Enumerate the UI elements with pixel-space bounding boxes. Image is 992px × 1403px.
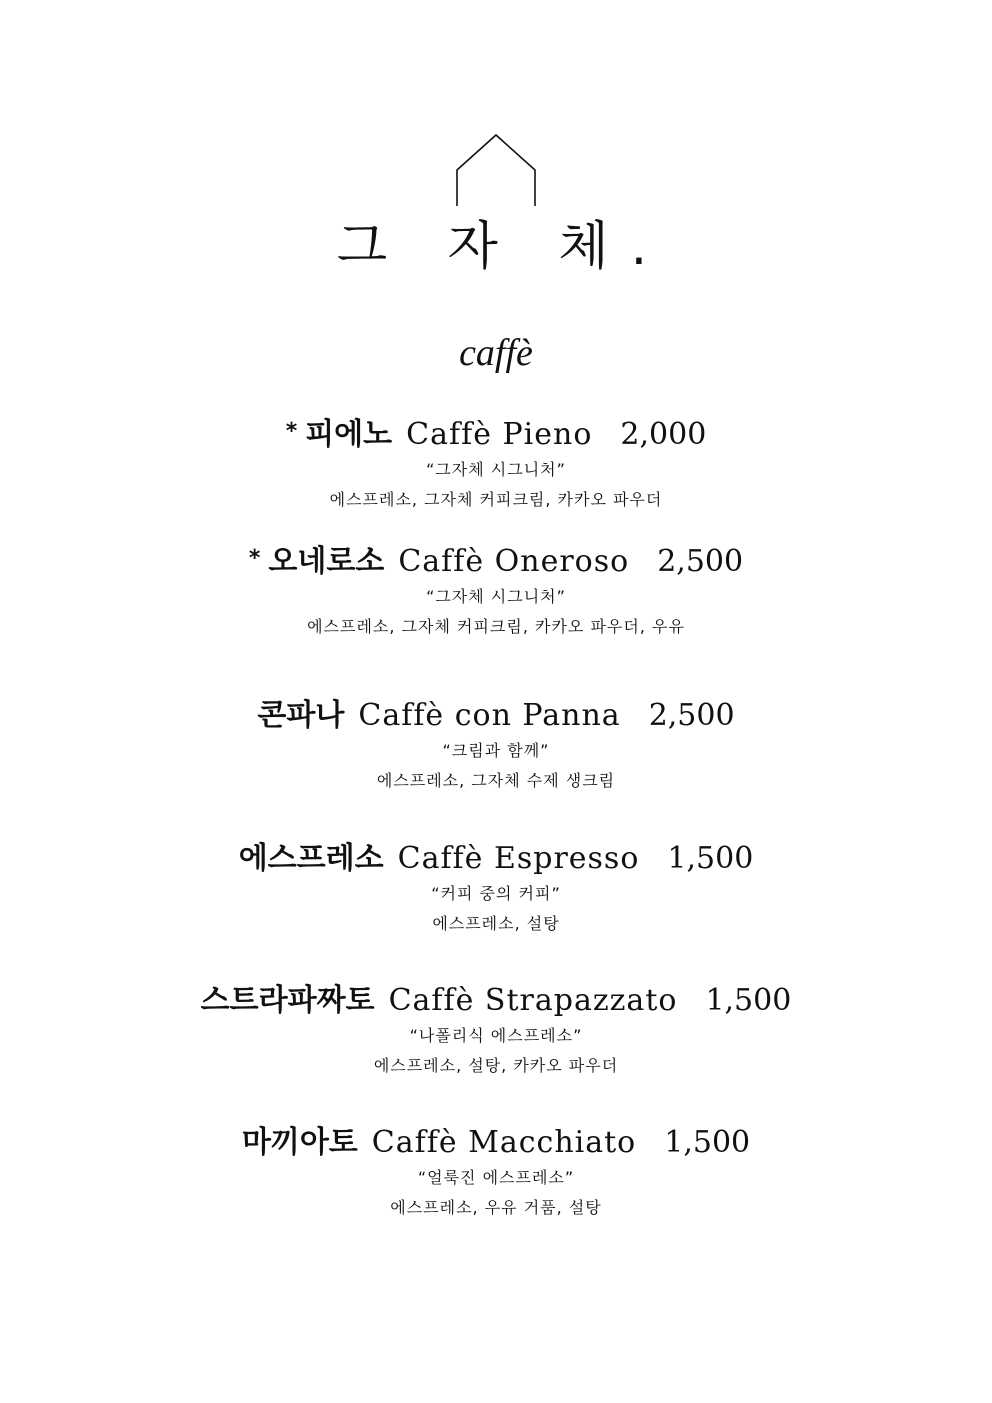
item-price: 2,500	[657, 544, 744, 579]
item-price: 2,000	[620, 417, 707, 452]
item-heading	[0, 839, 992, 879]
item-name-ko: 마끼아토	[241, 1125, 358, 1160]
house-outline-icon	[454, 130, 538, 210]
item-name-en: Caffè Pieno	[406, 417, 593, 452]
signature-star: *	[285, 419, 298, 444]
item-heading	[0, 981, 992, 1021]
section-title: caffè	[459, 332, 533, 374]
item-name-ko: 스트라파짜토	[200, 983, 375, 1018]
brand-logo	[0, 130, 992, 210]
item-description: 에스프레소, 우유 거품, 설탕	[390, 1198, 602, 1217]
item-tagline: “크림과 함께”	[442, 741, 550, 760]
item-name-ko: 에스프레소	[238, 841, 384, 876]
item-heading	[0, 696, 992, 736]
item-name-ko: 오네로소	[268, 544, 385, 579]
item-heading	[0, 1123, 992, 1163]
item-tagline: “커피 중의 커피”	[431, 884, 561, 903]
item-tagline: “그자체 시그니처”	[426, 587, 566, 606]
item-tagline: “그자체 시그니처”	[426, 460, 566, 479]
item-price: 1,500	[705, 983, 792, 1018]
item-heading	[0, 412, 992, 455]
brand-title: 그 자 체.	[336, 217, 670, 277]
signature-star: *	[248, 546, 261, 571]
item-price: 1,500	[667, 841, 754, 876]
item-name-ko: 피에노	[305, 417, 393, 452]
item-description: 에스프레소, 그자체 커피크림, 카카오 파우더	[329, 490, 663, 509]
item-name-en: Caffè con Panna	[358, 698, 621, 733]
menu-item-strapazzato	[0, 981, 992, 1081]
item-name-en: Caffè Strapazzato	[388, 983, 678, 1018]
menu-item-pieno	[0, 412, 992, 515]
item-name-en: Caffè Oneroso	[398, 544, 630, 579]
item-description: 에스프레소, 설탕, 카카오 파우더	[373, 1056, 619, 1075]
menu-item-con-panna	[0, 696, 992, 796]
item-description: 에스프레소, 설탕	[432, 914, 560, 933]
item-price: 2,500	[648, 698, 735, 733]
item-description: 에스프레소, 그자체 수제 생크림	[376, 771, 616, 790]
item-tagline: “얼룩진 에스프레소”	[417, 1168, 575, 1187]
item-name-en: Caffè Espresso	[397, 841, 640, 876]
item-name-en: Caffè Macchiato	[371, 1125, 637, 1160]
menu-item-espresso	[0, 839, 992, 939]
item-description: 에스프레소, 그자체 커피크림, 카카오 파우더, 우유	[307, 617, 685, 636]
item-heading	[0, 539, 992, 582]
item-price: 1,500	[664, 1125, 751, 1160]
menu-item-macchiato	[0, 1123, 992, 1223]
item-name-ko: 콘파나	[257, 698, 345, 733]
item-tagline: “나폴리식 에스프레소”	[409, 1026, 583, 1045]
menu-item-oneroso	[0, 539, 992, 642]
